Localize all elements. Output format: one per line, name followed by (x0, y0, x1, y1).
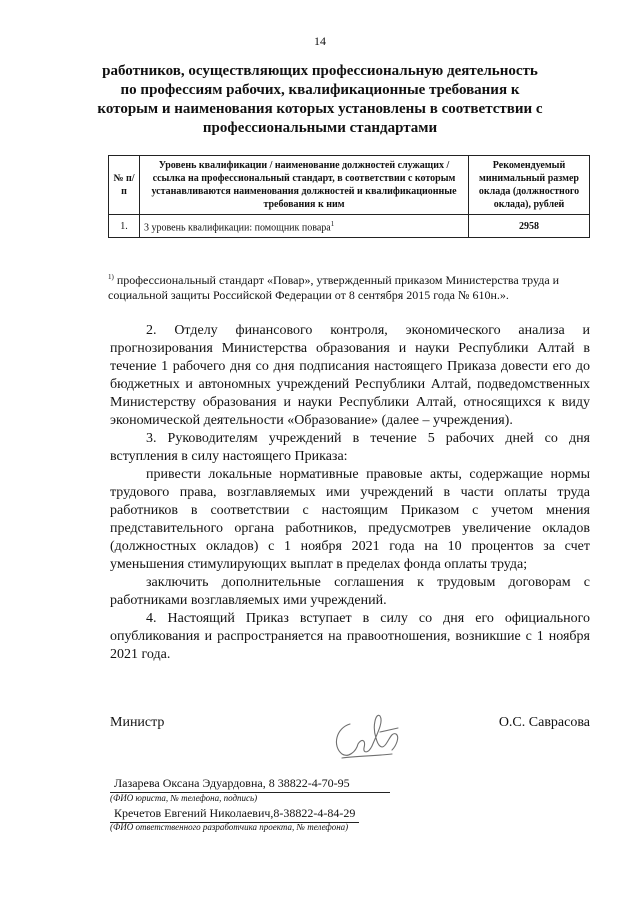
paragraph-2: 2. Отделу финансового контроля, экономического анализа и прогнозирования Министерства образования и науки Республики Алтай в течение 1 рабочего дня со дня подписания настоящего Приказа довести его до бюджетных и автономных учреждений Республики Алтай, подведомственных Министерству образования и науки Республики Алтай, относящихся к виду экономической деятельности «Образование» (далее – учреждения). (110, 323, 590, 428)
paragraph-3-item-1: привести локальные нормативные правовые акты, содержащие нормы трудового права, возглавляемых ими учреждений в части оплаты труда работников в соответствии с настоящим Приказом с учетом мнения представительного органа работников, предусмотрев увеличение окладов (должностных окладов) с 1 ноября 2021 года на 10 процентов за счет уменьшения стимулирующих выплат в пределах фонда оплаты труда; (110, 467, 590, 572)
header-number: № п/п (109, 156, 140, 215)
lawyer-contact-caption: (ФИО юриста, № телефона, подпись) (110, 793, 258, 803)
paragraph-3-item-2: заключить дополнительные соглашения к трудовым договорам с работниками возглавляемых ими учреждений. (110, 575, 590, 608)
paragraph-3: 3. Руководителям учреждений в течение 5 рабочих дней со дня вступления в силу настоящего Приказа: (110, 431, 590, 464)
row-qualification-text: 3 уровень квалификации: помощник повара (144, 222, 331, 234)
footnote-text: профессиональный стандарт «Повар», утвержденный приказом Министерства труда и социальной защиты Российской Федерации от 8 сентября 2015 года № 610н.». (108, 273, 560, 302)
header-salary: Рекомендуемый минимальный размер оклада (должностного оклада), рублей (469, 156, 590, 215)
page-number: 14 (314, 34, 326, 48)
row-footnote-mark: 1 (330, 220, 335, 228)
developer-contact: Кречетов Евгений Николаевич,8-38822-4-84-29 (110, 806, 359, 823)
table-header-row (109, 156, 590, 215)
row-salary-value: 2958 (469, 215, 590, 238)
footnote-mark: 1) (108, 273, 114, 281)
row-qualification-cell (140, 215, 469, 238)
developer-contact-caption: (ФИО ответственного разработчика проекта, № телефона) (110, 822, 349, 832)
lawyer-contact: Лазарева Оксана Эдуардовна, 8 38822-4-70-95 (110, 776, 390, 793)
signer-name: О.С. Саврасова (498, 715, 590, 730)
header-qualification-level: Уровень квалификации / наименование должностей служащих / ссылка на профессиональный стандарт, в соответствии с которым устанавливаются наименования должностей и квалификационные требования к ним (140, 156, 469, 215)
table-footnote (108, 270, 590, 303)
signer-position: Министр (110, 715, 165, 730)
row-number: 1. (109, 215, 140, 238)
table-row (109, 215, 590, 238)
order-body (110, 322, 590, 664)
document-heading: работников, осуществляющих профессиональную деятельность по профессиям рабочих, квалификационные требования к которым и наименования которых установлены в соответствии с профессиональными стандартами (97, 63, 543, 136)
salary-table (108, 155, 590, 238)
handwritten-signature (322, 710, 412, 764)
paragraph-4: 4. Настоящий Приказ вступает в силу со дня его официального опубликования и распространяется на правоотношения, возникшие с 1 ноября 2021 года. (110, 611, 590, 662)
